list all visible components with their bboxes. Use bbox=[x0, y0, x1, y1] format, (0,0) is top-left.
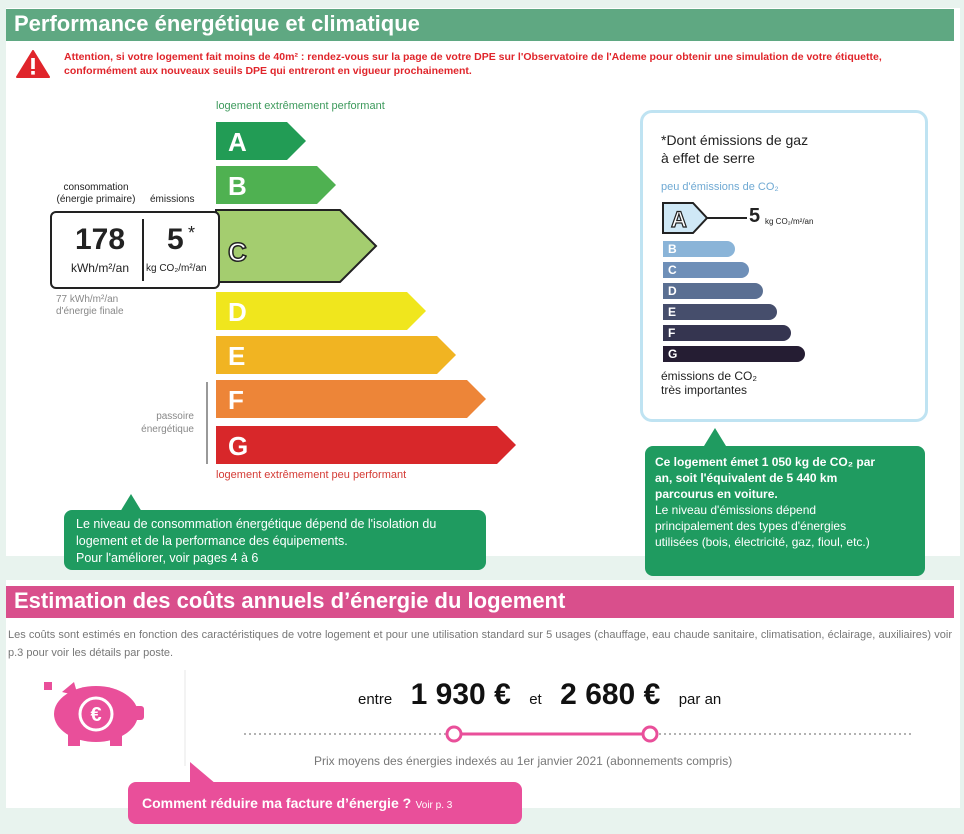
co2-note-pointer bbox=[700, 426, 730, 446]
cta-pointer bbox=[188, 762, 218, 784]
reduce-bill-button[interactable] bbox=[128, 782, 522, 824]
energy-class-letter-c: C bbox=[228, 237, 247, 267]
consumption-unit: kWh/m²/an bbox=[70, 261, 129, 275]
costs-intro: Les coûts sont estimés en fonction des caractéristiques de votre logement et pour une utilisation standard sur 5 usages (chauffage, eau chaude sanitaire, climatisation, éclairage, auxiliaires) voir p.3 pour voir les détails par poste. bbox=[8, 629, 952, 659]
range-marker-low bbox=[447, 727, 461, 741]
co2-pointer-line bbox=[707, 217, 747, 219]
co2-value: 5 bbox=[749, 205, 761, 227]
cost-low: 1 930 € bbox=[410, 678, 511, 711]
costs-note: Prix moyens des énergies indexés au 1er janvier 2021 (abonnements compris) bbox=[314, 754, 733, 768]
co2-top-label: peu d'émissions de CO₂ bbox=[661, 181, 779, 193]
co2-unit: kg CO₂/m²/an bbox=[765, 217, 814, 226]
passoire-label: passoire énergétique bbox=[141, 411, 194, 435]
cta-ref: Voir p. 3 bbox=[415, 800, 453, 811]
costs-suffix: par an bbox=[678, 691, 722, 708]
final-energy: 77 kWh/m²/an d'énergie finale bbox=[56, 294, 124, 317]
emissions-star: * bbox=[188, 223, 196, 243]
energy-top-label: logement extrêmement performant bbox=[216, 100, 385, 112]
consumption-value: 178 bbox=[74, 223, 126, 256]
energy-bar-f bbox=[216, 380, 486, 418]
co2-note: Ce logement émet 1 050 kg de CO₂ par an, soit l'équivalent de 5 440 km parcourus en voiture. Le niveau d'émissions dépend principalement des types d'énergies utilisées (bois, électricité, gaz, fioul, etc.) bbox=[645, 446, 925, 576]
costs-divider bbox=[184, 670, 186, 766]
note-pointer bbox=[116, 492, 146, 512]
energy-class-letter-f: F bbox=[228, 385, 244, 415]
energy-class-letter-a: A bbox=[228, 127, 247, 157]
svg-text:A: A bbox=[671, 207, 687, 232]
energy-class-letter-d: D bbox=[228, 297, 247, 327]
energy-class-letter-g: G bbox=[228, 431, 249, 461]
co2-bar-f: F bbox=[663, 325, 791, 341]
co2-bar-d: D bbox=[663, 283, 763, 299]
co2-bar-b: B bbox=[663, 241, 735, 257]
energy-bar-e bbox=[216, 336, 456, 374]
energy-class-letter-e: E bbox=[228, 341, 246, 371]
co2-star-note: *Dont émissions de gaz à effet de serre bbox=[661, 132, 809, 166]
costs-range bbox=[358, 678, 721, 712]
energy-note: Le niveau de consommation énergétique dépend de l'isolation du logement et de la performance des équipements. Pour l'améliorer, voir pages 4 à 6 bbox=[64, 510, 486, 570]
co2-bar-e: E bbox=[663, 304, 777, 320]
warning-text: Attention, si votre logement fait moins de 40m² : rendez-vous sur la page de votre DPE sur l'Observatoire de l'Ademe pour obtenir une simulation de votre étiquette, conformément aux nouveaux seuils DPE qui entreront en vigueur prochainement. bbox=[64, 51, 882, 77]
co2-current-class bbox=[661, 201, 709, 235]
passoire-bracket bbox=[206, 382, 208, 464]
range-marker-high bbox=[643, 727, 657, 741]
costs-prefix: entre bbox=[358, 691, 393, 708]
energy-label-bars bbox=[210, 118, 530, 468]
cost-range-line bbox=[240, 722, 920, 746]
emissions-value: 5 bbox=[167, 223, 184, 256]
section-title-costs: Estimation des coûts annuels d’énergie du logement bbox=[6, 586, 954, 618]
co2-label-box bbox=[640, 110, 928, 422]
svg-text:€: € bbox=[90, 704, 102, 726]
energy-bar-g bbox=[216, 426, 516, 464]
energy-bar-d bbox=[216, 292, 426, 330]
costs-and: et bbox=[529, 691, 542, 708]
energy-class-letter-b: B bbox=[228, 171, 247, 201]
piggy-bank-icon bbox=[40, 676, 150, 746]
section-title-performance: Performance énergétique et climatique bbox=[6, 9, 954, 41]
co2-bottom-label: émissions de CO₂ très importantes bbox=[661, 369, 758, 397]
energy-bottom-label: logement extrêmement peu performant bbox=[216, 469, 407, 481]
emissions-label: émissions bbox=[150, 194, 195, 205]
cta-label: Comment réduire ma facture d’énergie ? bbox=[142, 795, 412, 811]
warning-triangle-icon bbox=[16, 50, 50, 78]
co2-bar-g: G bbox=[663, 346, 805, 362]
consumption-label: consommation (énergie primaire) bbox=[56, 182, 136, 205]
emissions-unit: kg CO₂/m²/an bbox=[146, 263, 207, 274]
consumption-box bbox=[50, 211, 220, 289]
co2-bar-c: C bbox=[663, 262, 749, 278]
box-divider bbox=[142, 219, 144, 281]
cost-high: 2 680 € bbox=[560, 678, 661, 711]
